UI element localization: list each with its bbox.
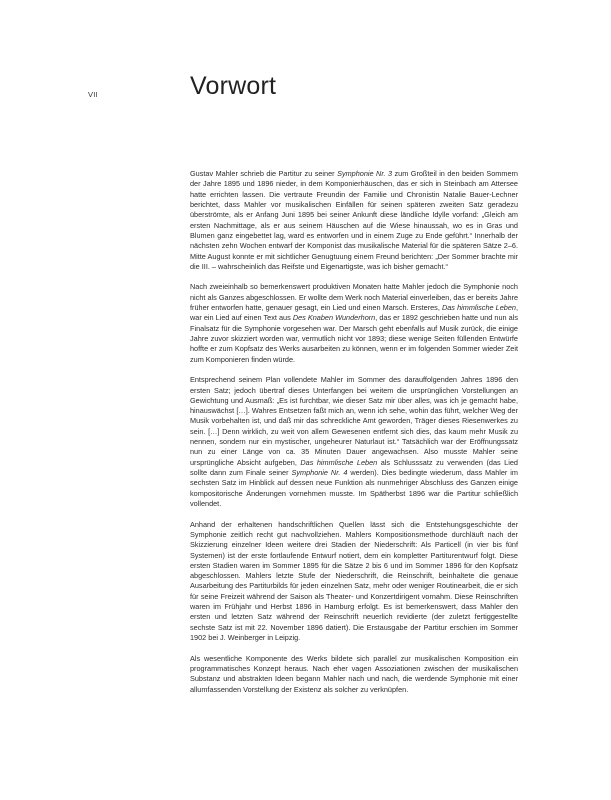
body-text xyxy=(190,169,518,705)
italic-title: Das himmlische Leben xyxy=(300,457,378,467)
text-run: Nach zweieinhalb so bemerkenswert produktiven Monaten hatte Mahler jedoch die Symphonie noch nicht als Ganzes abgeschlossen. Er wollte dem Werk noch Material einverleiben, das er bereits Jahre früher entworfen hatte, genauer gesagt, ein Lied und einen Marsch. Ersteres, xyxy=(190,282,518,313)
text-run: Anhand der erhaltenen handschriftlichen Quellen lässt sich die Entstehungsgeschichte der Symphonie zeitlich recht gut nachvollziehen. Mahlers Kompositionsmethode durchläuft nach der Skizzierung einzelner Ideen weitere drei Stadien der Niederschrift: Als Particell (in vier bis fünf Systemen) ist der erste fortlaufende Entwurf notiert, dem ein kompletter Partiturentwurf folgt. Diese ersten Stadien waren im Sommer 1895 für die Sätze 2 bis 6 und im Sommer 1896 für den Kopfsatz abgeschlossen. Mahlers letzte Stufe der Niederschrift, die Reinschrift, beinhaltete die genaue Ausarbeitung des Partiturbilds für jeden einzelnen Satz, mehr oder weniger Routinearbeit, die er sich für seine Freizeit während der Saison als Theater- und Konzertdirigent vornahm. Diese Reinschriften waren im Frühjahr und Herbst 1896 in Hamburg erfolgt. Es ist bemerkenswert, dass Mahler den ersten und letzten Satz während der Reinschrift neuerlich revidierte (der zuletzt fertiggestellte sechste Satz ist mit 22. November 1896 datiert). Die Erstausgabe der Partitur erschien im Sommer 1902 bei J. Weinberger in Leipzig. xyxy=(190,519,518,643)
text-run: Gustav Mahler schrieb die Partitur zu seiner xyxy=(190,169,338,178)
paragraph-4 xyxy=(190,520,518,644)
page-number: VII xyxy=(88,90,99,99)
paragraph-3 xyxy=(190,375,518,509)
text-run: als Schlusssatz zu verwenden (das Lied sollte dann zum Finale seiner xyxy=(190,457,518,478)
paragraph-1 xyxy=(190,169,518,272)
text-run: , das er 1892 geschrieben hatte und nun als Finalsatz für die Symphonie vorgesehen war. Der Marsch geht ebenfalls auf Musik zurück, die einige Jahre zuvor skizziert worden war, vermutlich nicht vor 1893; diese wenige Seiten füllenden Entwürfe hoffte er zum Kopfsatz des Werks ausarbeiten zu können, wenn er im folgenden Sommer wieder Zeit zum Komponieren finden würde. xyxy=(190,313,518,364)
italic-title: Das himmlische Leben xyxy=(441,303,516,313)
paragraph-2 xyxy=(190,282,518,365)
paragraph-5 xyxy=(190,654,518,695)
text-run: Als wesentliche Komponente des Werks bildete sich parallel zur musikalischen Komposition ein programmatisches Konzept heraus. Nach eher vagen Assoziationen zwischen der musikalischen Substanz und abstrakten Ideen begann Mahler nach und nach, die werdende Symphonie mit einer allumfassenden Vorstellung der Existenz als solcher zu verknüpfen. xyxy=(190,653,518,694)
italic-title: Des Knaben Wunderhorn xyxy=(292,313,376,323)
text-run: zum Großteil in den beiden Sommern der Jahre 1895 und 1896 nieder, in dem Komponierhäuschen, das er sich in Steinbach am Attersee hatte errichten lassen. Die vertraute Freundin der Familie und Chronistin Natalie Bauer-Lechner berichtet, dass Mahler vor musikalischen Einfällen für seinen späteren zweiten Satz geradezu überströmte, als er Anfang Juni 1895 bei seiner Ankunft diese ländliche Idylle vorfand: „Gleich am ersten Nachmittage, als er aus seinem Häuschen auf die Wiese hinaussah, wo es in Gras und Blumen ganz eingebettet lag, ward es entworfen und in einem Zuge zu Ende geführt.“ Innerhalb der nächsten zehn Wochen entwarf der Komponist das musikalische Material für die späteren Sätze 2–6. Mitte August konnte er mit sichtlicher Genugtuung einem Freund berichten: „Der Sommer brachte mir die III. – wahrscheinlich das Reifste und Eigenartigste, was ich bisher gemacht.“ xyxy=(190,169,518,271)
italic-title: Symphonie Nr. 4 xyxy=(291,468,348,478)
italic-title: Symphonie Nr. 3 xyxy=(337,169,393,178)
text-run: werden). Dies bedingte wiederum, dass Mahler im sechsten Satz im Hinblick auf dessen neue Funktion als nunmehriger Abschluss des Ganzen einige kompositorische Änderungen vornehmen musste. Im Spätherbst 1896 war die Partitur schließlich vollendet. xyxy=(190,468,519,508)
text-run: Entsprechend seinem Plan vollendete Mahler im Sommer des darauffolgenden Jahres 1896 den ersten Satz; jedoch übertraf dieses Unterfangen bei weitem die ursprünglichen Vorstellungen an Gewichtung und Ausmaß: „Es ist furchtbar, wie dieser Satz mir über alles, was ich je gemacht habe, hinauswächst […]. Wahres Entsetzen faßt mich an, wenn ich sehe, wohin das führt, welcher Weg der Musik vorbehalten ist, und daß mir das schreckliche Amt geworden, Träger dieses Riesenwerkes zu sein. […] Denn wirklich, zu weit von allem Gewesenen entfernt sich dies, das kaum mehr Musik zu nennen, sondern nur ein mystischer, ungeheurer Naturlaut ist.“ Tatsächlich war der Eröffnungssatz nun zu einer Länge von ca. 35 Minuten Dauer angewachsen. Also musste Mahler seine ursprüngliche Absicht aufgeben, xyxy=(190,375,518,467)
text-run: , war ein Lied auf einen Text aus xyxy=(190,303,518,323)
page-title: Vorwort xyxy=(190,72,277,100)
